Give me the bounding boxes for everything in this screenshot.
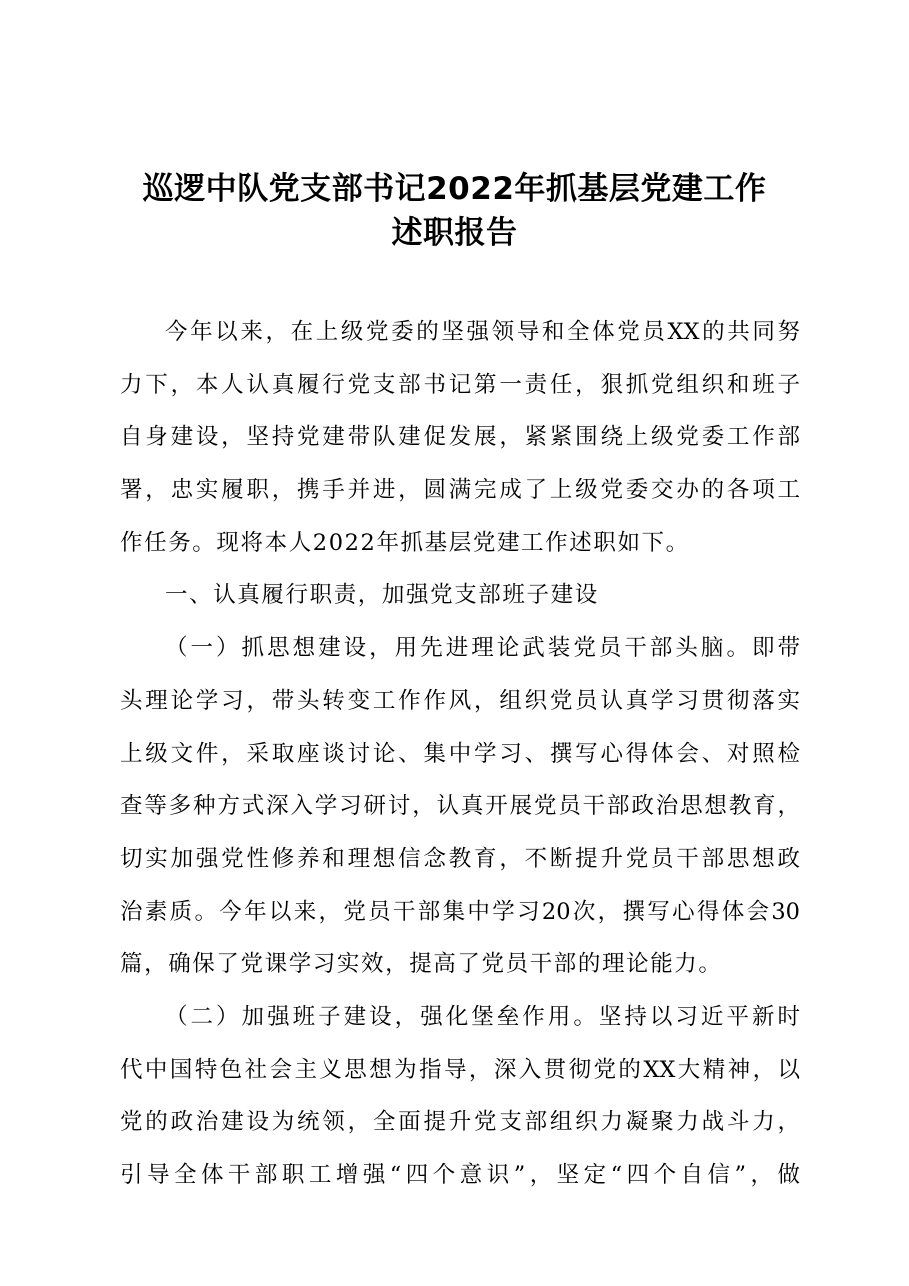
body-line: （一）抓思想建设，用先进理论武装党员干部头脑。即带	[165, 635, 800, 662]
body-line: 党的政治建设为统领，全面提升党支部组织力凝聚力战斗力，	[120, 1109, 800, 1136]
body-line: 自身建设，坚持党建带队建促发展，紧紧围绕上级党委工作部	[120, 424, 800, 451]
body-line: 切实加强党性修养和理想信念教育，不断提升党员干部思想政	[120, 845, 800, 872]
body-line: 代中国特色社会主义思想为指导，深入贯彻党的XX大精神，以	[120, 1056, 800, 1083]
body-line: 治素质。今年以来，党员干部集中学习20次，撰写心得体会30	[120, 898, 800, 925]
body-line: 查等多种方式深入学习研讨，认真开展党员干部政治思想教育，	[120, 793, 800, 820]
body-line: 署，忠实履职，携手并进，圆满完成了上级党委交办的各项工	[120, 477, 800, 504]
body-line: 引导全体干部职工增强“四个意识”，坚定“四个自信”，做	[120, 1162, 800, 1188]
section-heading: 一、认真履行职责，加强党支部班子建设	[165, 582, 599, 609]
body-line: 作任务。现将本人2022年抓基层党建工作述职如下。	[120, 529, 690, 556]
body-line: 上级文件，采取座谈讨论、集中学习、撰写心得体会、对照检	[120, 740, 800, 767]
document-body	[120, 312, 800, 1208]
document-title-line-2: 述职报告	[391, 215, 518, 251]
body-line: （二）加强班子建设，强化堡垒作用。坚持以习近平新时	[165, 1003, 800, 1030]
body-line: 头理论学习，带头转变工作作风，组织党员认真学习贯彻落实	[120, 687, 800, 714]
body-line: 篇，确保了党课学习实效，提高了党员干部的理论能力。	[120, 951, 723, 978]
body-line: 力下，本人认真履行党支部书记第一责任，狠抓党组织和班子	[120, 371, 800, 398]
document-title-line-1: 巡逻中队党支部书记2022年抓基层党建工作	[142, 171, 767, 207]
body-line: 今年以来，在上级党委的坚强领导和全体党员XX的共同努	[165, 319, 800, 345]
